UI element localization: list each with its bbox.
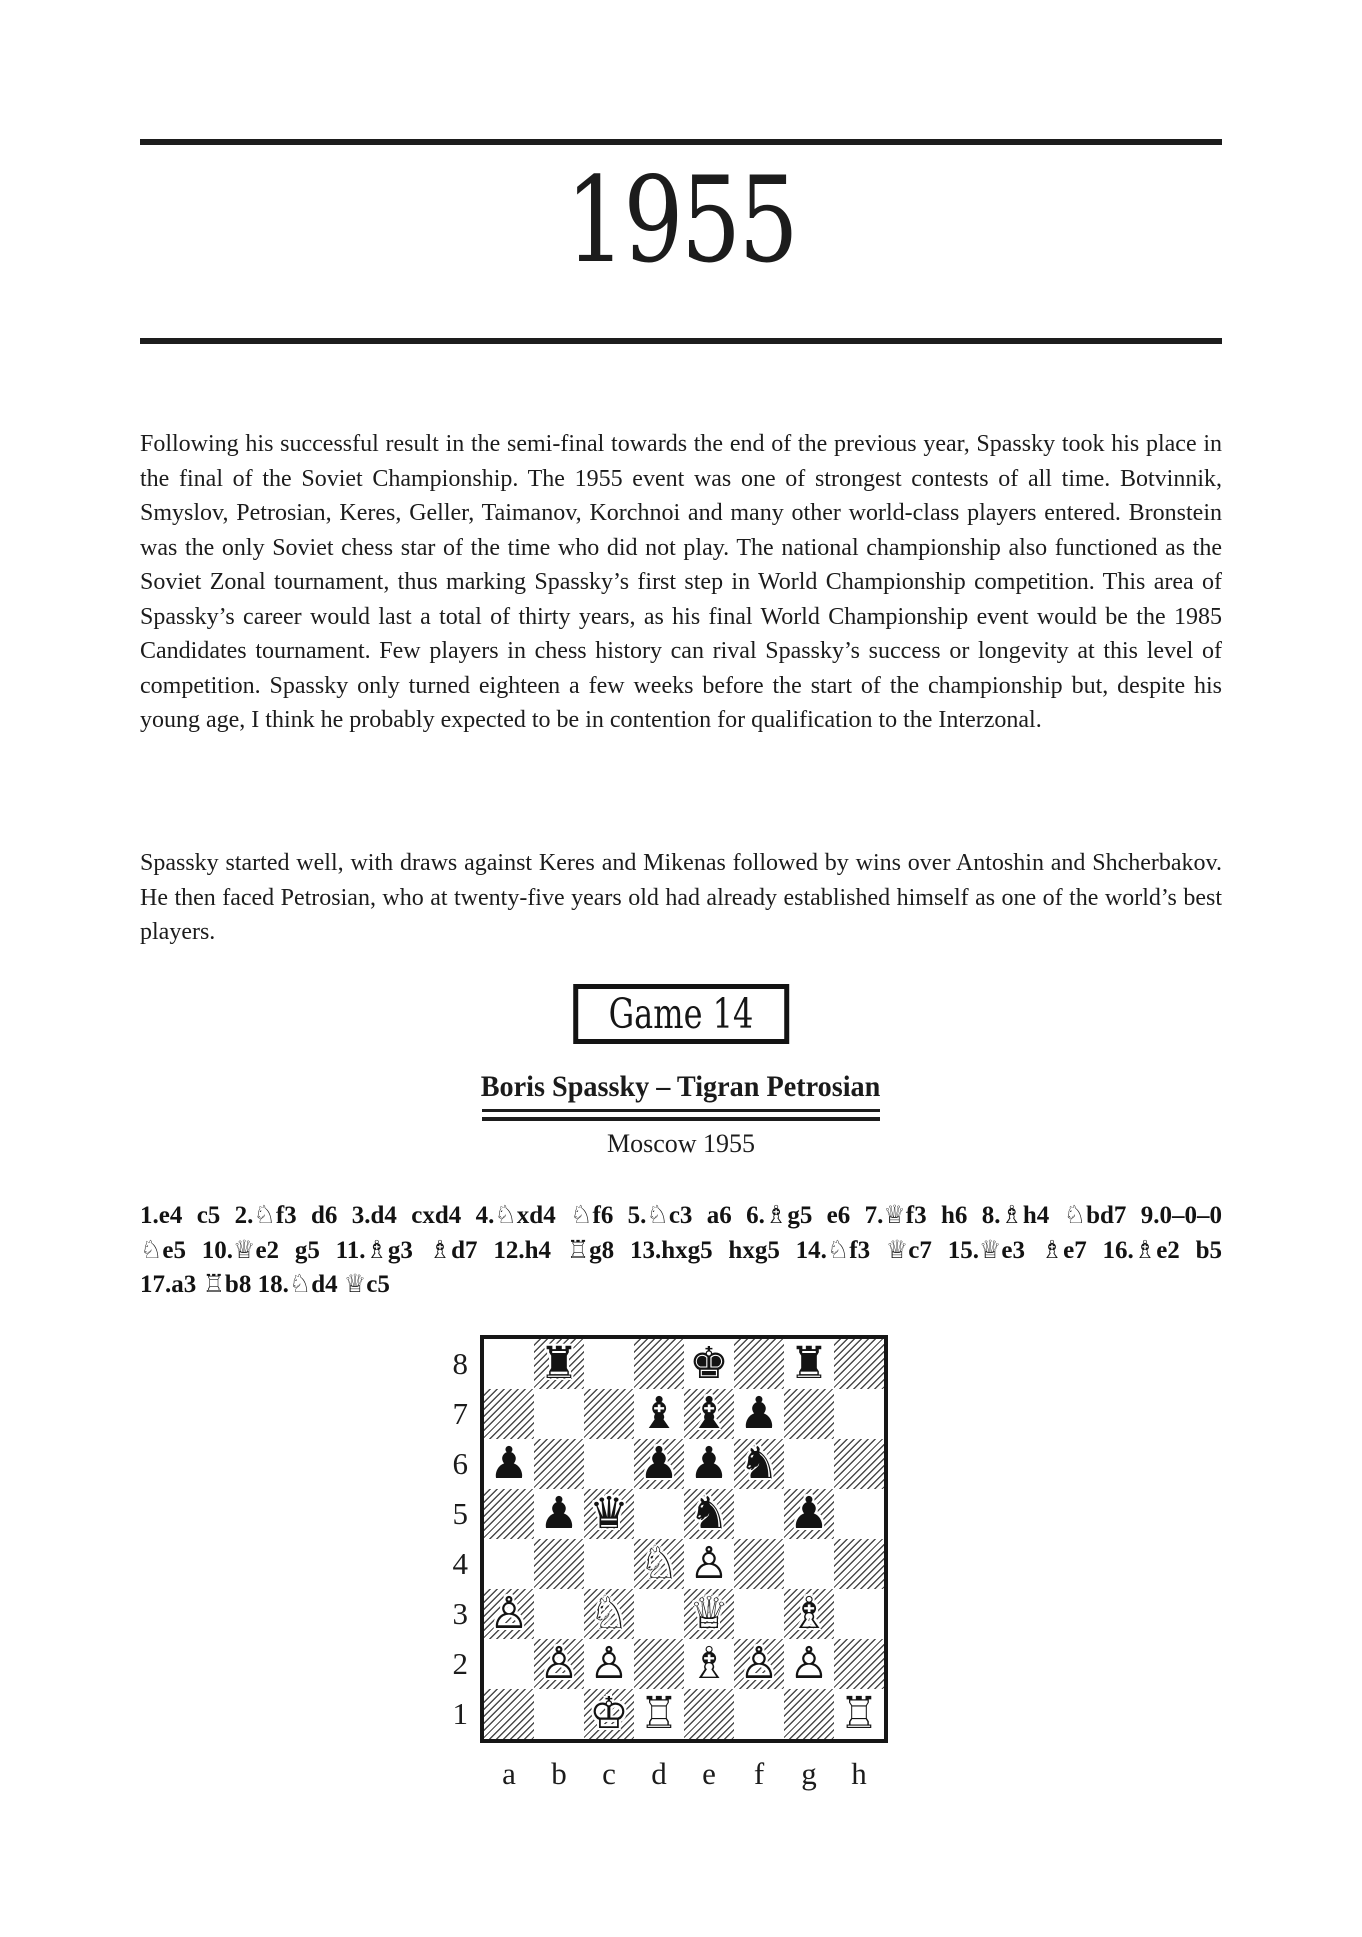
black-bishop-icon: ♝ [639, 1388, 679, 1439]
square-d7 [634, 1389, 684, 1439]
square-e4 [684, 1539, 734, 1589]
square-b1 [534, 1689, 584, 1739]
square-b6 [534, 1439, 584, 1489]
square-a4 [484, 1539, 534, 1589]
square-h7 [834, 1389, 884, 1439]
rank-label-1: 1 [452, 1696, 468, 1731]
square-d3 [634, 1589, 684, 1639]
black-rook-icon: ♜ [539, 1338, 579, 1389]
square-h8 [834, 1339, 884, 1389]
square-h3 [834, 1589, 884, 1639]
chapter-title: 1955 [565, 151, 797, 289]
square-f3 [734, 1589, 784, 1639]
file-label-e: e [702, 1756, 716, 1791]
square-e3 [684, 1589, 734, 1639]
black-rook-icon: ♜ [789, 1338, 829, 1389]
square-d2 [634, 1639, 684, 1689]
square-g5 [784, 1489, 834, 1539]
square-e1 [684, 1689, 734, 1739]
moves-paragraph [140, 1199, 1222, 1303]
square-c3 [584, 1589, 634, 1639]
square-a5 [484, 1489, 534, 1539]
game-number-badge [573, 984, 789, 1044]
black-pawn-icon: ♟ [689, 1438, 729, 1489]
square-a6 [484, 1439, 534, 1489]
moves-line-2: ♘e5 10.♕e2 g5 11.♗g3 ♗d7 12.h4 ♖g8 13.hxg5 hxg5 14.♘f3 ♕c7 15.♕e3 ♗e7 16.♗e2 b5 [140, 1236, 1222, 1264]
file-label-d: d [651, 1756, 667, 1791]
white-king-icon: ♔ [589, 1688, 629, 1739]
intro-paragraph-2: Spassky started well, with draws against Keres and Mikenas followed by wins over Antoshin and Shcherbakov. He then faced Petrosian, who at twenty-five years old had already established himself as one of the world’s best players. [140, 850, 1222, 945]
square-c1 [584, 1689, 634, 1739]
file-label-b: b [551, 1756, 567, 1791]
rank-label-8: 8 [452, 1346, 468, 1381]
square-c8 [584, 1339, 634, 1389]
square-f5 [734, 1489, 784, 1539]
white-pawn-icon: ♙ [739, 1638, 779, 1689]
square-g4 [784, 1539, 834, 1589]
white-pawn-icon: ♙ [539, 1638, 579, 1689]
chapter-rule-bottom [140, 338, 1222, 344]
square-c6 [584, 1439, 634, 1489]
black-queen-icon: ♛ [589, 1488, 629, 1539]
square-g8 [784, 1339, 834, 1389]
square-e7 [684, 1389, 734, 1439]
square-b5 [534, 1489, 584, 1539]
square-g7 [784, 1389, 834, 1439]
square-g6 [784, 1439, 834, 1489]
players-underline [482, 1109, 880, 1121]
square-a7 [484, 1389, 534, 1439]
rank-label-6: 6 [452, 1446, 468, 1481]
square-d8 [634, 1339, 684, 1389]
game-venue: Moscow 1955 [606, 1129, 756, 1158]
black-bishop-icon: ♝ [689, 1388, 729, 1439]
square-g2 [784, 1639, 834, 1689]
square-e8 [684, 1339, 734, 1389]
white-pawn-icon: ♙ [789, 1638, 829, 1689]
moves-line-3: 17.a3 ♖b8 18.♘d4 ♕c5 [140, 1271, 390, 1298]
game-players [0, 1068, 1362, 1106]
square-d4 [634, 1539, 684, 1589]
black-king-icon: ♚ [689, 1338, 729, 1389]
square-b8 [534, 1339, 584, 1389]
square-f1 [734, 1689, 784, 1739]
square-e6 [684, 1439, 734, 1489]
white-bishop-icon: ♗ [689, 1638, 729, 1689]
rank-label-2: 2 [452, 1646, 468, 1681]
black-pawn-icon: ♟ [489, 1438, 529, 1489]
white-knight-icon: ♘ [639, 1538, 679, 1589]
square-g3 [784, 1589, 834, 1639]
rank-labels [428, 1339, 468, 1739]
file-label-c: c [602, 1756, 616, 1791]
white-knight-icon: ♘ [589, 1588, 629, 1639]
white-pawn-icon: ♙ [689, 1538, 729, 1589]
square-b2 [534, 1639, 584, 1689]
square-d6 [634, 1439, 684, 1489]
moves-line-1: 1.e4 c5 2.♘f3 d6 3.d4 cxd4 4.♘xd4 ♘f6 5.♘c3 a6 6.♗g5 e6 7.♕f3 h6 8.♗h4 ♘bd7 9.0–0–0 [140, 1202, 1222, 1229]
rank-label-4: 4 [452, 1546, 468, 1581]
black-pawn-icon: ♟ [639, 1438, 679, 1489]
square-f8 [734, 1339, 784, 1389]
white-pawn-icon: ♙ [489, 1588, 529, 1639]
square-c7 [584, 1389, 634, 1439]
square-e2 [684, 1639, 734, 1689]
black-pawn-icon: ♟ [789, 1488, 829, 1539]
square-d1 [634, 1689, 684, 1739]
white-queen-icon: ♕ [689, 1588, 729, 1639]
square-h1 [834, 1689, 884, 1739]
chapter-rule-top [140, 139, 1222, 145]
white-rook-icon: ♖ [639, 1688, 679, 1739]
black-knight-icon: ♞ [739, 1438, 779, 1489]
square-d5 [634, 1489, 684, 1539]
white-pawn-icon: ♙ [589, 1638, 629, 1689]
square-a3 [484, 1589, 534, 1639]
rank-label-3: 3 [452, 1596, 468, 1631]
square-h5 [834, 1489, 884, 1539]
square-f2 [734, 1639, 784, 1689]
square-f7 [734, 1389, 784, 1439]
square-b4 [534, 1539, 584, 1589]
square-c5 [584, 1489, 634, 1539]
square-c2 [584, 1639, 634, 1689]
game-players-label: Boris Spassky – Tigran Petrosian [481, 1070, 881, 1103]
square-h6 [834, 1439, 884, 1489]
black-pawn-icon: ♟ [739, 1388, 779, 1439]
square-f6 [734, 1439, 784, 1489]
square-a1 [484, 1689, 534, 1739]
file-labels [484, 1754, 884, 1794]
square-f4 [734, 1539, 784, 1589]
white-rook-icon: ♖ [839, 1688, 879, 1739]
rank-label-5: 5 [452, 1496, 468, 1531]
file-label-f: f [753, 1756, 765, 1791]
chess-diagram [428, 1335, 958, 1805]
file-label-a: a [502, 1756, 516, 1791]
intro-paragraph-1: Following his successful result in the semi-final towards the end of the previous year, Spassky took his place in the final of the Soviet Championship. The 1955 event was one of strongest contests of all time. Botvinnik, Smyslov, Petrosian, Keres, Geller, Taimanov, Korchnoi and many other world-class players entered. Bronstein was the only Soviet chess star of the time who did not play. The national championship also functioned as the Soviet Zonal tournament, thus marking Spassky’s first step in World Championship competition. This area of Spassky’s career would last a total of thirty years, as his final World Championship event would be the 1985 Candidates tournament. Few players in chess history can rival Spassky’s success or longevity at this level of competition. Spassky only turned eighteen a few weeks before the start of the championship but, despite his young age, I think he probably expected to be in contention for qualification to the Interzonal. [140, 431, 1222, 733]
square-c4 [584, 1539, 634, 1589]
game-number-label: Game 14 [608, 990, 754, 1038]
file-label-h: h [851, 1756, 867, 1791]
black-pawn-icon: ♟ [539, 1488, 579, 1539]
rank-label-7: 7 [452, 1396, 468, 1431]
square-a8 [484, 1339, 534, 1389]
square-h4 [834, 1539, 884, 1589]
square-a2 [484, 1639, 534, 1689]
square-h2 [834, 1639, 884, 1689]
file-label-g: g [801, 1756, 817, 1791]
square-e5 [684, 1489, 734, 1539]
white-bishop-icon: ♗ [789, 1588, 829, 1639]
square-b3 [534, 1589, 584, 1639]
square-g1 [784, 1689, 834, 1739]
black-knight-icon: ♞ [689, 1488, 729, 1539]
square-b7 [534, 1389, 584, 1439]
chess-board [480, 1335, 888, 1743]
